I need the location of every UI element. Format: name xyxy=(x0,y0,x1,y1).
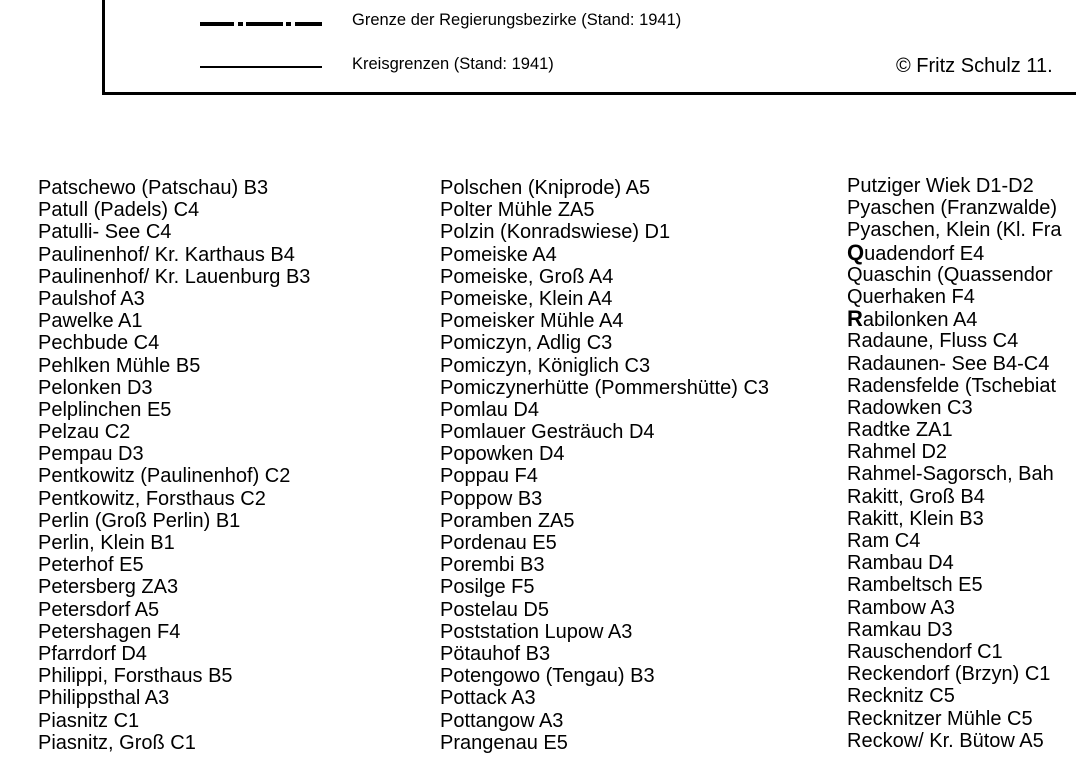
index-entry: Poramben ZA5 xyxy=(440,509,575,532)
index-entry: Peterhof E5 xyxy=(38,554,144,577)
index-entry: Pomeiske A4 xyxy=(440,243,557,266)
index-entry: Pomeiske, Klein A4 xyxy=(440,287,613,310)
index-entry: Pomlauer Gesträuch D4 xyxy=(440,421,655,444)
index-entry: Pottack A3 xyxy=(440,687,536,710)
index-entry: Rahmel-Sagorsch, Bah xyxy=(847,463,1054,486)
index-entry: Pechbude C4 xyxy=(38,332,160,355)
index-entry: Petershagen F4 xyxy=(38,620,181,643)
index-entry: Poppow B3 xyxy=(440,487,543,510)
index-entry: Perlin, Klein B1 xyxy=(38,532,175,554)
index-entry: Radtke ZA1 xyxy=(847,419,953,442)
index-entry: Rakitt, Klein B3 xyxy=(847,507,984,530)
index-entry: Pomeiske, Groß A4 xyxy=(440,265,614,288)
index-entry: Poststation Lupow A3 xyxy=(440,620,633,643)
index-entry: Paulshof A3 xyxy=(38,287,145,310)
index-entry: Perlin (Groß Perlin) B1 xyxy=(38,509,241,532)
index-entry: Pehlken Mühle B5 xyxy=(38,354,201,377)
index-entry: Pordenau E5 xyxy=(440,532,557,554)
index-entry: Quaschin (Quassendor xyxy=(847,263,1053,286)
index-entry: Polschen (Kniprode) A5 xyxy=(440,177,651,199)
index-entry: Pomiczynerhütte (Pommershütte) C3 xyxy=(440,376,770,399)
index-entry: Pomeisker Mühle A4 xyxy=(440,310,624,333)
copyright-notice: © Fritz Schulz 11. xyxy=(896,55,1053,77)
index-entry: Philippsthal A3 xyxy=(38,687,170,710)
index-entry: Patschewo (Patschau) B3 xyxy=(38,177,269,199)
index-entry: Pempau D3 xyxy=(38,443,144,466)
index-entry: Patulli- See C4 xyxy=(38,221,172,244)
index-entry: Pomiczyn, Königlich C3 xyxy=(440,354,651,377)
index-entry: Radensfelde (Tschebiat xyxy=(847,374,1057,397)
index-entry: Postelau D5 xyxy=(440,598,549,621)
index-entry: Rauschendorf C1 xyxy=(847,640,1003,663)
index-entry: Putziger Wiek D1-D2 xyxy=(847,175,1034,197)
index-entry: Pfarrdorf D4 xyxy=(38,642,147,665)
index-entry: Polter Mühle ZA5 xyxy=(440,199,595,222)
index-entry: Paulinenhof/ Kr. Lauenburg B3 xyxy=(38,265,311,288)
index-entry: Recknitzer Mühle C5 xyxy=(847,707,1033,730)
index-entry: Recknitz C5 xyxy=(847,685,955,708)
index-entry: Pötauhof B3 xyxy=(440,642,551,665)
index-column-2 xyxy=(440,177,769,754)
index-entry: Pomlau D4 xyxy=(440,398,539,421)
index-entry: Reckendorf (Brzyn) C1 xyxy=(847,663,1051,686)
index-entry: Ramkau D3 xyxy=(847,618,953,641)
index-entry: Patull (Padels) C4 xyxy=(38,199,200,222)
index-entry: Pentkowitz (Paulinenhof) C2 xyxy=(38,465,291,488)
index-entry: Petersberg ZA3 xyxy=(38,576,179,599)
index-entry: Prangenau E5 xyxy=(440,731,568,754)
index-entry: Rambeltsch E5 xyxy=(847,574,983,597)
index-column-3 xyxy=(847,175,1062,752)
index-entry: Radaunen- See B4-C4 xyxy=(847,352,1050,375)
index-entry: Radowken C3 xyxy=(847,396,973,419)
index-entry: Pottangow A3 xyxy=(440,709,564,732)
index-entry: Paulinenhof/ Kr. Karthaus B4 xyxy=(38,243,295,266)
legend-label-kreisgrenzen: Kreisgrenzen (Stand: 1941) xyxy=(352,55,554,73)
index-entry: Potengowo (Tengau) B3 xyxy=(440,665,655,688)
index-entry: Pelplinchen E5 xyxy=(38,398,172,421)
index-entry: Ram C4 xyxy=(847,530,921,552)
index-entry: Pyaschen, Klein (Kl. Fra xyxy=(847,219,1062,242)
index-entry: Pyaschen (Franzwalde) xyxy=(847,197,1058,220)
index-entry: Rabilonken A4 xyxy=(847,306,978,332)
index-entry: Reckow/ Kr. Bütow A5 xyxy=(847,729,1044,752)
index-entry: Popowken D4 xyxy=(440,443,565,466)
legend-label-regierungsbezirke: Grenze der Regierungsbezirke (Stand: 1941) xyxy=(352,11,682,29)
index-entry: Poppau F4 xyxy=(440,465,538,488)
index-entry: Pawelke A1 xyxy=(38,310,143,333)
index-entry: Pelonken D3 xyxy=(38,376,153,399)
regierungsbezirk-boundary-line-sample xyxy=(200,22,322,26)
index-entry: Rakitt, Groß B4 xyxy=(847,485,985,508)
index-entry: Querhaken F4 xyxy=(847,285,975,308)
kreis-boundary-line-sample xyxy=(200,66,322,68)
index-entry: Rahmel D2 xyxy=(847,441,948,464)
index-entry: Rambau D4 xyxy=(847,552,954,575)
index-entry: Posilge F5 xyxy=(440,576,535,599)
index-entry: Pentkowitz, Forsthaus C2 xyxy=(38,487,266,510)
index-entry: Pomiczyn, Adlig C3 xyxy=(440,332,613,355)
index-entry: Piasnitz, Groß C1 xyxy=(38,731,196,754)
index-column-1 xyxy=(38,177,310,754)
index-entry: Porembi B3 xyxy=(440,554,545,577)
index-entry: Philippi, Forsthaus B5 xyxy=(38,665,233,688)
index-entry: Pelzau C2 xyxy=(38,421,131,444)
index-entry: Rambow A3 xyxy=(847,596,955,619)
index-entry: Radaune, Fluss C4 xyxy=(847,330,1019,353)
index-entry: Quadendorf E4 xyxy=(847,239,985,265)
index-entry: Petersdorf A5 xyxy=(38,598,160,621)
index-entry: Piasnitz C1 xyxy=(38,709,140,732)
index-entry: Polzin (Konradswiese) D1 xyxy=(440,221,671,244)
